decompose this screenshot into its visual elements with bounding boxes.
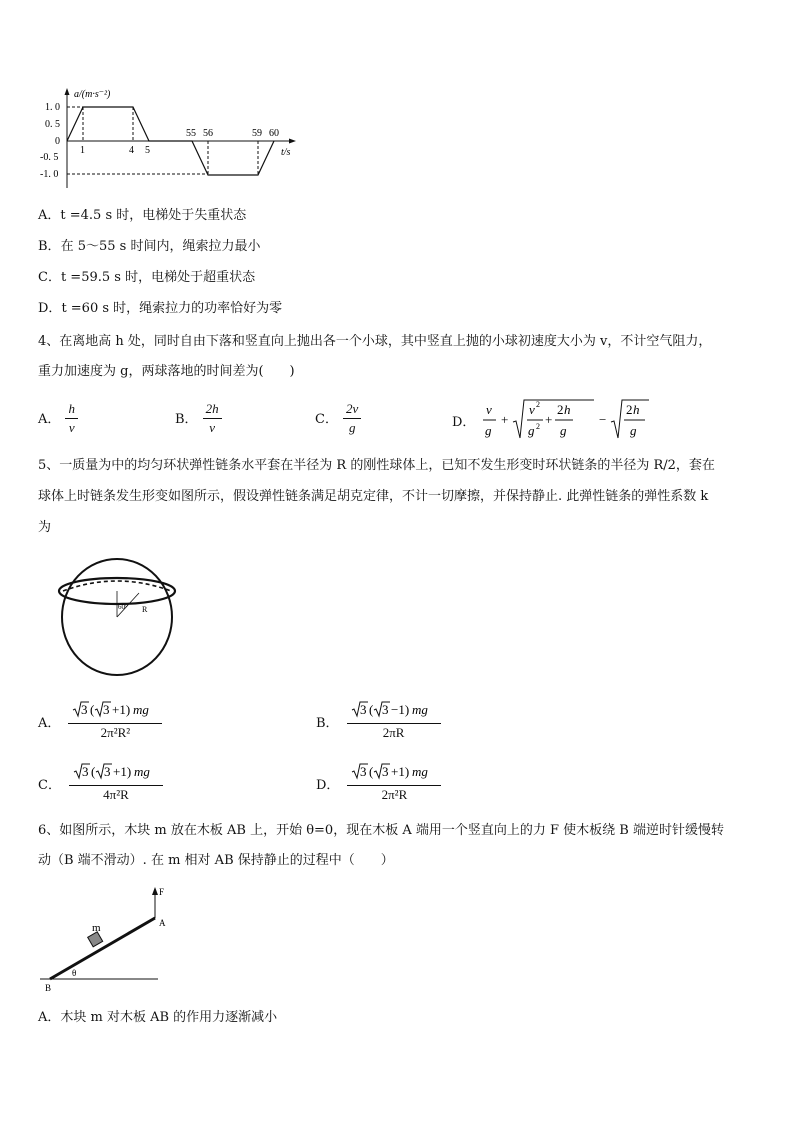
svg-text:g: g — [630, 423, 637, 438]
q5-stem-line1: 5、一质量为中的均匀环状弹性链条水平套在半径为 R 的刚性球体上，已知不发生形变时环状链条的半径为 R/2，套在 — [38, 458, 715, 473]
numerator-formula — [350, 700, 438, 718]
denominator: 2π²R² — [100, 725, 131, 740]
svg-text:mg: mg — [133, 702, 150, 717]
y-tick-label: 1. 0 — [45, 102, 60, 113]
svg-text:2: 2 — [557, 402, 564, 417]
q5-option-d — [316, 762, 441, 804]
svg-text:(: ( — [90, 764, 96, 779]
x-tick-label: 60 — [269, 128, 279, 139]
numerator-formula — [350, 762, 438, 780]
q5-option-a — [38, 700, 162, 742]
x-tick-label: 5 — [145, 145, 150, 156]
denominator: g — [348, 420, 356, 435]
y-tick-label: 0. 5 — [45, 119, 60, 130]
denominator: 4π²R — [103, 787, 129, 802]
end-b-label: B — [45, 983, 52, 993]
fraction — [347, 700, 441, 742]
fraction — [69, 762, 163, 804]
option-label: D． — [316, 777, 340, 793]
svg-text:+: + — [501, 412, 509, 427]
svg-text:g: g — [528, 423, 535, 438]
svg-text:+1): +1) — [112, 764, 132, 779]
option-text: t =4.5 s 时，电梯处于失重状态 — [60, 208, 247, 223]
svg-text:3: 3 — [103, 702, 110, 717]
option-label: B． — [316, 715, 339, 731]
y-tick-label: -0. 5 — [40, 152, 59, 163]
option-label: D． — [38, 301, 62, 316]
option-label: A． — [38, 412, 61, 427]
option-text: 在 5～55 s 时间内，绳索拉力最小 — [60, 239, 261, 254]
svg-text:g: g — [560, 423, 567, 438]
q5-option-c — [38, 762, 163, 804]
q4-stem-line2: 重力加速度为 g，两球落地的时间差为( ) — [38, 364, 295, 379]
numerator — [347, 762, 441, 786]
svg-text:3: 3 — [81, 702, 88, 717]
y-axis-label: a/(m·s⁻²) — [74, 89, 111, 100]
numerator-formula — [71, 700, 159, 718]
x-tick-label: 56 — [203, 128, 213, 139]
fraction — [343, 400, 361, 437]
q4-option-d — [452, 396, 656, 444]
svg-text:mg: mg — [411, 702, 428, 717]
svg-text:h: h — [564, 402, 571, 417]
option-label: A． — [38, 715, 61, 731]
q6-stem-line1: 6、如图所示，木块 m 放在木板 AB 上，开始 θ=0，现在木板 A 端用一个竖直向上的力 F 使木板绕 B 端逆时针缓慢转 — [38, 823, 724, 838]
q4-d-formula — [481, 396, 656, 444]
q6-stem-line2: 动（B 端不滑动）. 在 m 相对 AB 保持静止的过程中（ ） — [38, 853, 394, 868]
denominator: v — [209, 420, 216, 435]
q3-option-b — [38, 237, 260, 257]
x-tick-label: 59 — [252, 128, 262, 139]
option-label: C． — [38, 777, 61, 793]
q5-stem-line2: 球体上时链条发生形变如图所示，假设弹性链条满足胡克定律，不计一切摩擦，并保持静止. 此弹性链条的弹性系数 k — [38, 489, 709, 504]
q4-option-b — [175, 400, 222, 437]
svg-text:2: 2 — [536, 422, 541, 431]
svg-text:3: 3 — [81, 764, 89, 779]
svg-text:+: + — [545, 412, 553, 427]
svg-text:2: 2 — [536, 400, 541, 409]
numerator: h — [65, 400, 78, 419]
svg-text:v: v — [486, 402, 493, 417]
svg-text:2: 2 — [626, 402, 633, 417]
svg-text:g: g — [485, 423, 492, 438]
q3-option-a — [38, 206, 246, 226]
q3-option-c — [38, 268, 255, 288]
numerator-formula — [72, 762, 160, 780]
force-label: F — [159, 887, 165, 897]
angle-label: 60° — [118, 603, 128, 611]
svg-text:(: ( — [368, 702, 373, 717]
svg-text:−1): −1) — [390, 702, 409, 717]
denominator: 2πR — [382, 725, 405, 740]
q4-option-a — [38, 400, 78, 437]
option-label: B． — [175, 412, 198, 427]
numerator: 2v — [343, 400, 361, 419]
q3-option-d — [38, 299, 282, 319]
svg-text:+1): +1) — [391, 764, 410, 779]
y-tick-label: -1. 0 — [40, 169, 59, 180]
fraction — [65, 400, 78, 437]
denominator: 2π²R — [381, 787, 408, 802]
q4-option-c — [315, 400, 361, 437]
fraction — [347, 762, 441, 804]
sphere-chain-figure — [55, 555, 185, 680]
x-tick-label: 55 — [186, 128, 196, 139]
end-a-label: A — [159, 918, 166, 928]
svg-text:mg: mg — [133, 764, 150, 779]
fraction — [68, 700, 162, 742]
svg-text:−: − — [599, 412, 607, 427]
svg-text:3: 3 — [103, 764, 111, 779]
x-axis-label: t/s — [281, 147, 291, 158]
q5-stem-line3: 为 — [38, 520, 52, 535]
option-label: B． — [38, 239, 61, 254]
y-tick-label: 0 — [55, 136, 60, 147]
svg-text:+1): +1) — [112, 702, 131, 717]
numerator — [68, 700, 162, 724]
q6-option-a: A．木块 m 对木板 AB 的作用力逐渐减小 — [38, 1010, 278, 1025]
svg-text:3: 3 — [360, 764, 367, 779]
numerator — [69, 762, 163, 786]
acceleration-time-graph — [40, 84, 310, 194]
fraction — [203, 400, 222, 437]
svg-text:h: h — [633, 402, 640, 417]
q4-stem-line1: 4、在离地高 h 处，同时自由下落和竖直向上抛出各一个小球，其中竖直上抛的小球初速度大小为 v，不计空气阻力， — [38, 334, 712, 349]
numerator — [347, 700, 441, 724]
q5-option-b — [316, 700, 441, 742]
denominator: v — [68, 420, 75, 435]
mass-label: m — [92, 922, 101, 934]
option-label: C． — [38, 270, 61, 285]
svg-text:3: 3 — [381, 702, 389, 717]
inclined-board-figure — [40, 883, 170, 995]
svg-text:3: 3 — [359, 702, 367, 717]
angle-theta-label: θ — [72, 968, 77, 978]
svg-text:(: ( — [369, 764, 374, 779]
option-label: D． — [452, 414, 476, 430]
svg-text:3: 3 — [382, 764, 389, 779]
x-tick-label: 4 — [129, 145, 134, 156]
x-tick-label: 1 — [80, 145, 85, 156]
svg-text:mg: mg — [412, 764, 429, 779]
option-text: t =60 s 时，绳索拉力的功率恰好为零 — [61, 301, 283, 316]
option-label: C． — [315, 412, 338, 427]
svg-text:(: ( — [90, 702, 95, 717]
option-label: A． — [38, 208, 61, 223]
numerator: 2h — [203, 400, 222, 419]
option-text: t =59.5 s 时，电梯处于超重状态 — [60, 270, 256, 285]
svg-text:v: v — [529, 402, 536, 417]
radius-label: R — [142, 605, 148, 614]
